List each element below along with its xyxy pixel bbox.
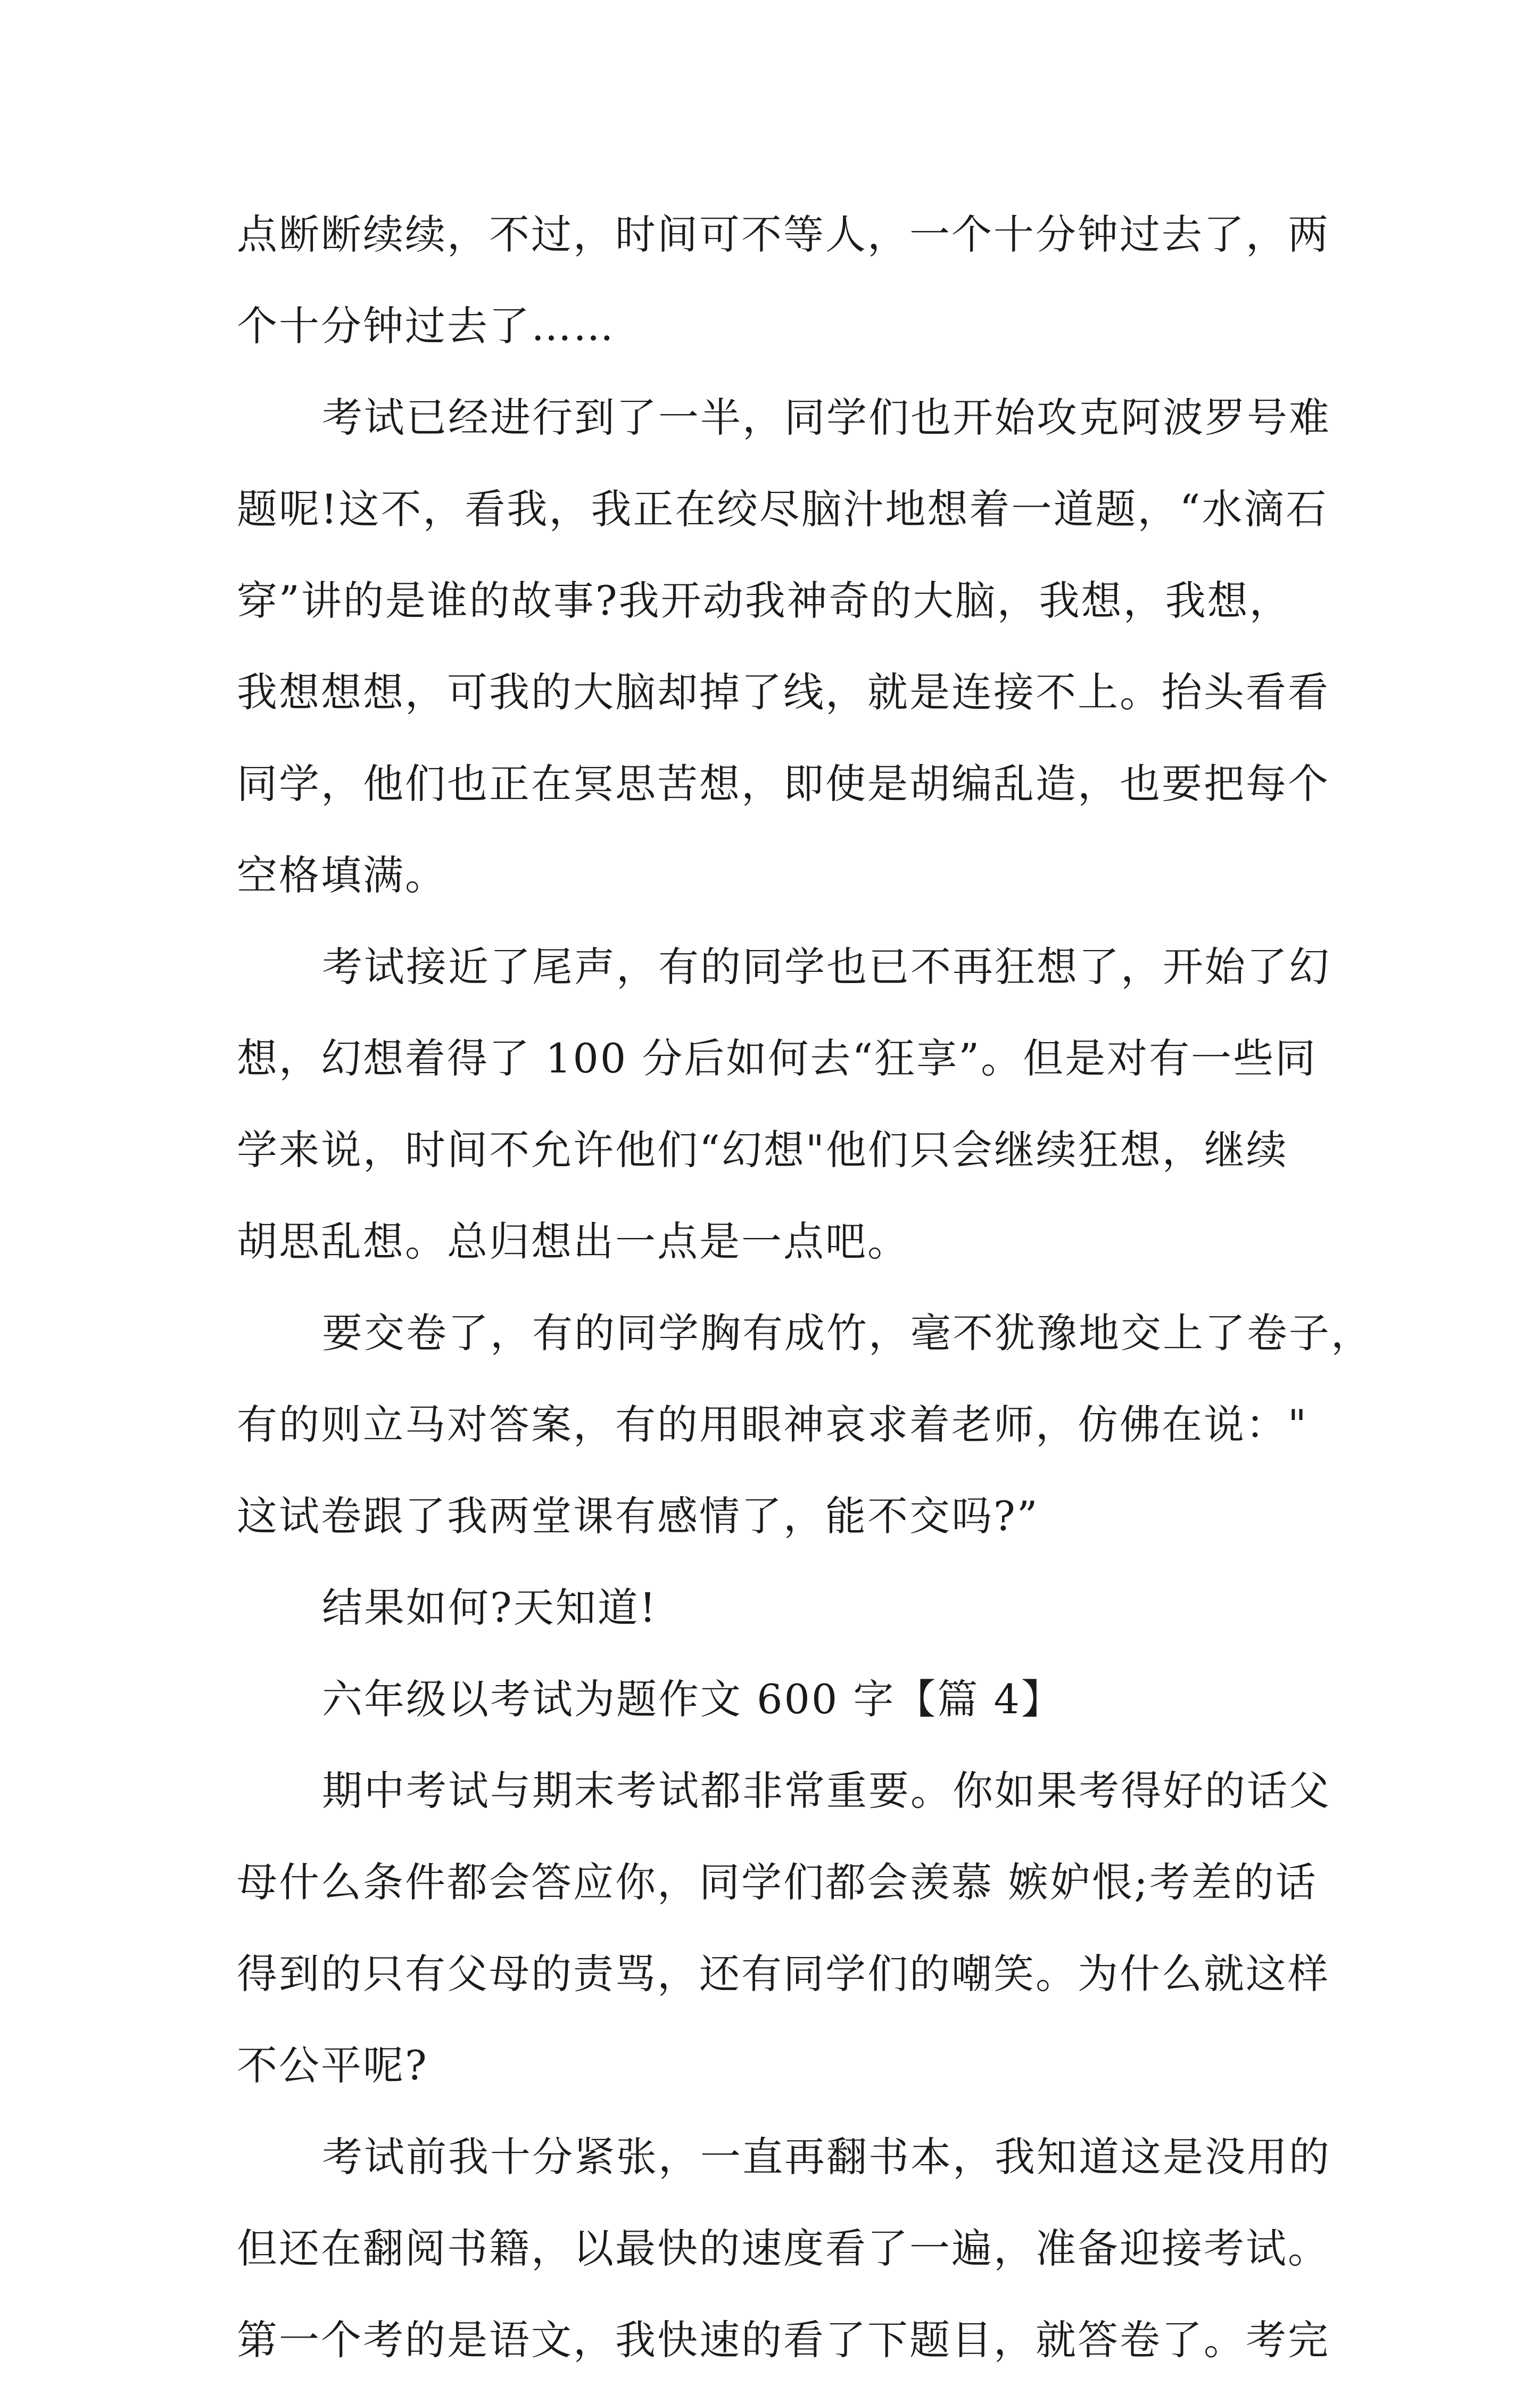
text-line: 学来说，时间不允许他们“幻想"他们只会继续狂想，继续 bbox=[237, 1126, 1288, 1174]
paragraph-1 bbox=[237, 189, 1330, 372]
text-line: 点断断续续，不过，时间可不等人，一个十分钟过去了，两 bbox=[237, 211, 1330, 258]
text-line: 考试已经进行到了一半，同学们也开始攻克阿波罗号难 bbox=[322, 394, 1331, 441]
text-line: 题呢!这不，看我，我正在绞尽脑汁地想着一道题，“水滴石 bbox=[237, 485, 1328, 533]
text-line: 这试卷跟了我两堂课有感情了，能不交吗?” bbox=[237, 1492, 1039, 1540]
text-line: 穿”讲的是谁的故事?我开动我神奇的大脑，我想，我想， bbox=[237, 577, 1291, 624]
text-line: 个十分钟过去了…… bbox=[237, 302, 615, 350]
paragraph-7 bbox=[237, 2111, 1331, 2386]
paragraph-2 bbox=[237, 372, 1331, 921]
text-line: 得到的只有父母的责骂，还有同学们的嘲笑。为什么就这样 bbox=[237, 1950, 1330, 1997]
heading-line: 六年级以考试为题作文 600 字【篇 4】 bbox=[322, 1675, 1063, 1723]
text-line: 胡思乱想。总归想出一点是一点吧。 bbox=[237, 1218, 909, 1265]
text-line: 我想想想，可我的大脑却掉了线，就是连接不上。抬头看看 bbox=[237, 668, 1330, 716]
text-line: 但还在翻阅书籍，以最快的速度看了一遍，准备迎接考试。 bbox=[237, 2225, 1330, 2272]
text-line: 有的则立马对答案，有的用眼神哀求着老师，仿佛在说：" bbox=[237, 1401, 1308, 1448]
paragraph-5 bbox=[237, 1562, 1322, 1654]
text-line: 考试接近了尾声，有的同学也已不再狂想了，开始了幻 bbox=[322, 943, 1331, 990]
text-line: 第一个考的是语文，我快速的看了下题目，就答卷了。考完 bbox=[237, 2316, 1330, 2364]
text-line: 同学，他们也正在冥思苦想，即使是胡编乱造，也要把每个 bbox=[237, 760, 1330, 807]
paragraph-3 bbox=[237, 921, 1331, 1287]
text-line: 期中考试与期末考试都非常重要。你如果考得好的话父 bbox=[322, 1767, 1331, 1814]
text-line: 要交卷了，有的同学胸有成竹，毫不犹豫地交上了卷子， bbox=[322, 1309, 1373, 1357]
text-line: 不公平呢? bbox=[237, 2042, 428, 2089]
text-line: 结果如何?天知道! bbox=[322, 1584, 658, 1631]
paragraph-4 bbox=[237, 1287, 1373, 1562]
section-heading bbox=[237, 1654, 1322, 1745]
text-line: 考试前我十分紧张，一直再翻书本，我知道这是没用的 bbox=[322, 2133, 1331, 2181]
text-line: 想，幻想着得了 100 分后如何去“狂享”。但是对有一些同 bbox=[237, 1035, 1318, 1082]
document-body bbox=[237, 189, 1373, 2386]
text-line: 空格填满。 bbox=[237, 852, 447, 899]
text-line: 母什么条件都会答应你，同学们都会羡慕 嫉妒恨;考差的话 bbox=[237, 1859, 1318, 1906]
paragraph-6 bbox=[237, 1745, 1331, 2111]
